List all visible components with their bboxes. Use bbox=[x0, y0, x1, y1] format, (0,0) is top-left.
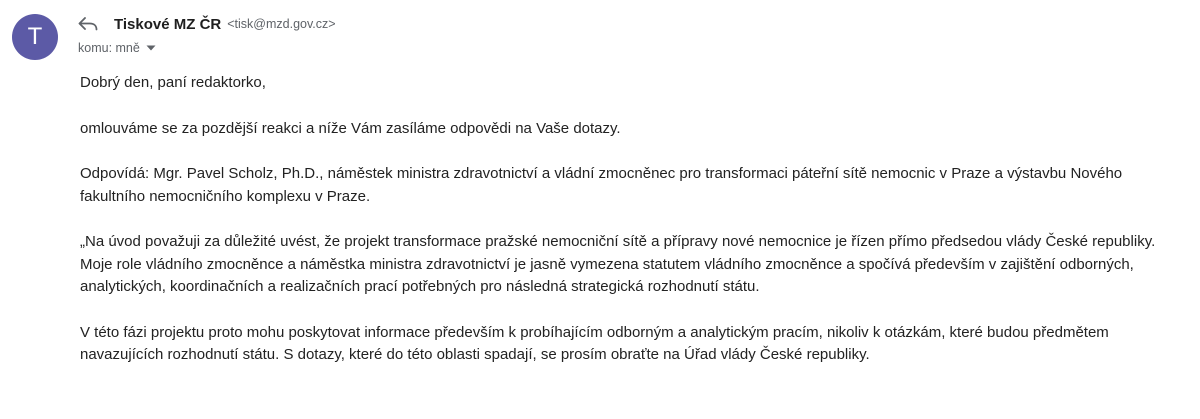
message-paragraph: „Na úvod považuji za důležité uvést, že projekt transformace pražské nemocniční sítě a přípravy nové nemocnice je řízen přímo předsedou vlády České republiky. Moje role vládního zmocněnce a náměstka ministra zdravotnictví je jasně vymezena statutem vládního zmocněnce a spočívá především v zajištění odborných, analytických, koordinačních a realizačních prací potřebných pro následná strategická rozhodnutí státu. bbox=[80, 233, 1156, 295]
message-body bbox=[80, 72, 1190, 390]
sender-row bbox=[78, 10, 336, 38]
message-paragraph: omlouváme se za pozdější reakci a níže Vám zasíláme odpovědi na Vaše dotazy. bbox=[80, 119, 621, 137]
avatar[interactable]: T bbox=[12, 14, 58, 60]
chevron-down-icon[interactable] bbox=[146, 43, 156, 53]
sender-email: <tisk@mzd.gov.cz> bbox=[227, 17, 336, 31]
recipient-label: komu: mně bbox=[78, 41, 140, 55]
message-paragraph: Odpovídá: Mgr. Pavel Scholz, Ph.D., náměstek ministra zdravotnictví a vládní zmocněnec pro transformaci páteřní sítě nemocnic v Praze a výstavbu Nového fakultního nemocničního komplexu v Praze. bbox=[80, 165, 1123, 205]
recipient-row[interactable] bbox=[78, 38, 336, 58]
message-paragraph: V této fázi projektu proto mohu poskytovat informace především k probíhajícím odborným a analytickým pracím, nikoliv k otázkám, které budou předmětem navazujících rozhodnutí státu. S dotazy, které do této oblasti spadají, se prosím obraťte na Úřad vlády České republiky. bbox=[80, 323, 1109, 363]
message-paragraph: Dobrý den, paní redaktorko, bbox=[80, 74, 266, 91]
sender-name[interactable]: Tiskové MZ ČR bbox=[114, 15, 222, 33]
reply-icon[interactable] bbox=[78, 15, 100, 33]
message-header bbox=[78, 10, 336, 58]
